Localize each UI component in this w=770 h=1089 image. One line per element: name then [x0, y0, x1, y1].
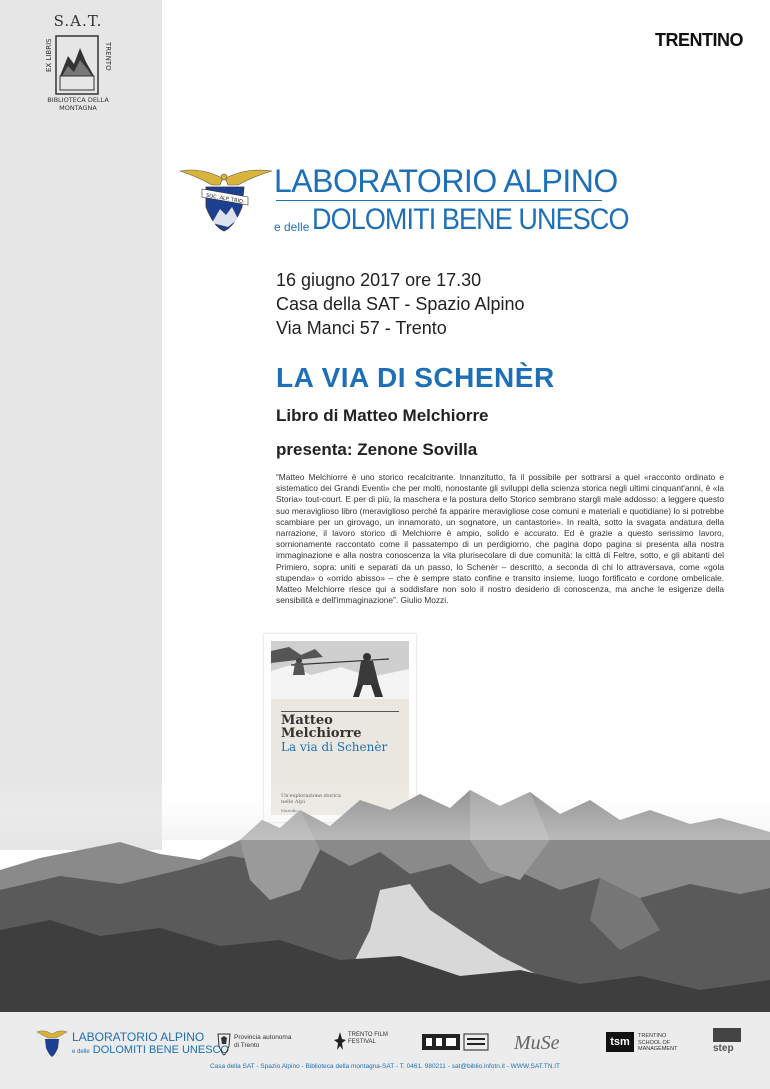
footer-tsm-mark: tsm — [606, 1032, 634, 1052]
trentino-logo: TRENTINO — [655, 30, 743, 50]
footer-provincia-logo — [216, 1028, 296, 1058]
exlibris-montagna-text: MONTAGNA — [59, 104, 97, 112]
exlibris-vertical-text: EX LIBRIS — [45, 38, 53, 72]
exlibris-sat-text: S.A.T. — [53, 12, 103, 30]
exlibris-biblioteca-text: BIBLIOTECA DELLA — [47, 96, 109, 104]
book-author-line: Libro di Matteo Melchiorre — [276, 406, 489, 425]
sat-eagle-emblem-icon — [178, 165, 274, 235]
exlibris-trento-text: TRENTO — [104, 42, 112, 71]
laboratorio-divider — [276, 200, 602, 201]
laboratorio-title-line1: LABORATORIO ALPINO — [274, 163, 618, 199]
event-address: Via Manci 57 - Trento — [276, 318, 447, 338]
book-cover-author: Matteo Melchiorre — [281, 713, 362, 741]
provincia-eagle-icon — [216, 1030, 232, 1056]
dolomites-mountain-photo — [0, 780, 770, 1012]
sat-exlibris-logo — [40, 12, 116, 112]
footer-address: Casa della SAT - Spazio Alpino - Biblioteca della montagna-SAT - T. 0461. 980211 - sat@biblio.infotn.it - WWW.SAT.TN.IT — [209, 1063, 561, 1070]
footer-step-text: step — [713, 1043, 734, 1054]
presenter-line: presenta: Zenone Sovilla — [276, 440, 478, 459]
footer-muse-logo — [514, 1028, 568, 1058]
event-place: Casa della SAT - Spazio Alpino — [276, 294, 525, 314]
book-cover-rule — [281, 711, 399, 712]
footer-step-block — [713, 1028, 741, 1042]
event-title: LA VIA DI SCHENÈR — [276, 362, 555, 393]
footer-step-logo — [713, 1028, 741, 1058]
footer-provincia-text: Provincia autonoma di Trento — [234, 1034, 292, 1049]
footer-laboratorio-logo — [36, 1028, 230, 1058]
footer-bar — [0, 1012, 770, 1089]
emblem-band-text: SOC. ALP. TRID. — [205, 192, 245, 206]
laboratorio-e-delle: e delle — [274, 220, 310, 234]
footer-lab-dolomiti: DOLOMITI BENE UNESCO — [92, 1044, 230, 1056]
event-date: 16 giugno 2017 ore 17.30 — [276, 270, 482, 290]
side-band — [0, 0, 162, 850]
laboratorio-title-line2: DOLOMITI BENE UNESCO — [312, 203, 629, 236]
footer-partner-logo-icon — [422, 1030, 492, 1056]
star-icon — [334, 1032, 346, 1054]
footer-trento-film-festival-logo — [334, 1026, 404, 1060]
footer-lab-line1: LABORATORIO ALPINO — [72, 1030, 205, 1044]
footer-tsm-logo — [606, 1030, 686, 1056]
footer-tsm-text: TRENTINO SCHOOL OF MANAGEMENT — [638, 1033, 678, 1052]
book-cover-title: La via di Schenèr — [281, 740, 388, 754]
footer-tff-text: TRENTO FILM FESTIVAL — [348, 1032, 388, 1045]
book-cover-photo — [271, 641, 409, 699]
footer-muse-text: MuSe — [514, 1032, 560, 1054]
exlibris-emblem-icon — [40, 12, 116, 112]
footer-lab-edelle: e delle — [72, 1049, 90, 1055]
footer-lab-line2 — [72, 1044, 229, 1056]
quote-paragraph: “Matteo Melchiorre è uno storico recalcitrante. Innanzitutto, fa il possibile per sottrarsi a quel «racconto ordinato e sistematico dei Grandi Eventi» che per molti, nonostante gli sviluppi della scienza storica negli ultimi cinquant'anni, è «la Storia» tout-court. E per di più, la maschera e la postura dello Storico sembrano stargli male addosso: a leggere questo suo meraviglioso libro (meraviglioso perché fa apparire meravigliose cose comuni e materiali e quotidiane) lo si potrebbe scambiare per un girovago, un innamorato, un sognatore, un cantastorie». In realtà, sotto la svagata andatura della narrazione, il lavoro storico di Melchiorre è ampio, solido e accurato. Ed è grazie a questo serissimo lavoro, sornionamente raccontato come il passatempo di un perdigiorno, che pagina dopo pagina si presenta alla nostra immaginazione e alla nostra conoscenza la vita plurisecolare di due comunità: la città di Feltre, sotto, e gli abitanti del Primiero, sopra: uniti e separati da un passo, lo Schenèr – descritto, a seconda di chi lo attraversava, come «gola stupenda» o «orrido abisso» – che è sempre stato confine e transito insieme, luogo fortificato e cordone ombelicale. Matteo Melchiorre riesce qui a soddisfare non solo il nostro desiderio di conoscenza, ma anche le esigenze della sensibilità e dell'immaginazione”. Giulio Mozzi. — [276, 472, 724, 606]
footer-eagle-icon — [36, 1028, 68, 1058]
